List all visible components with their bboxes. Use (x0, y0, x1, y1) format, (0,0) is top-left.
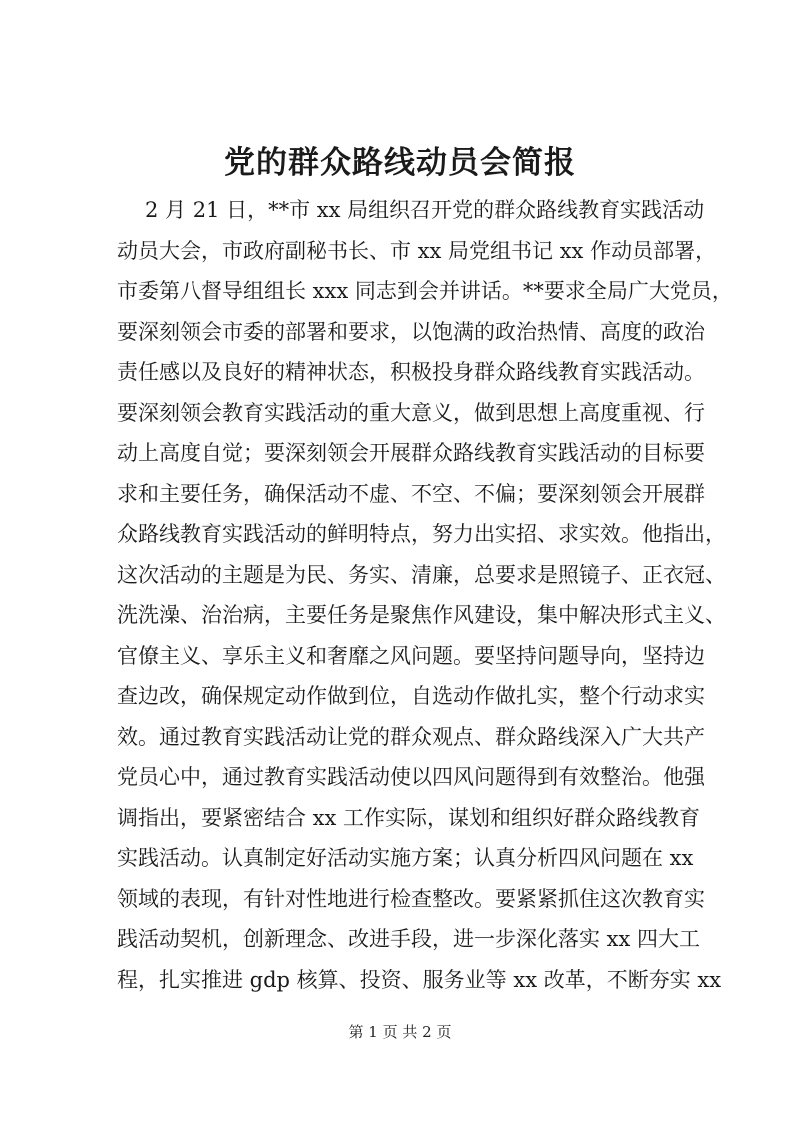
paragraph-line: 市委第八督导组组长 xxx 同志到会并讲话。**要求全局广大党员， (117, 279, 733, 303)
paragraph-line: 动上高度自觉；要深刻领会开展群众路线教育实践活动的目标要 (117, 441, 705, 465)
document-title: 党的群众路线动员会简报 (224, 145, 576, 181)
paragraph-line: 领域的表现，有针对性地进行检查整改。要紧紧抓住这次教育实 (117, 886, 705, 911)
paragraph-line: 党员心中，通过教育实践活动使以四风问题得到有效整治。他强 (117, 765, 705, 789)
paragraph-line: 洗洗澡、治治病，主要任务是聚焦作风建设，集中解决形式主义、 (117, 603, 726, 627)
paragraph-line: 求和主要任务，确保活动不虚、不空、不偏；要深刻领会开展群 (117, 481, 705, 506)
paragraph-line: 众路线教育实践活动的鲜明特点，努力出实招、求实效。他指出， (117, 522, 726, 546)
paragraph-line: 动员大会，市政府副秘书长、市 xx 局党组书记 xx 作动员部署， (117, 238, 717, 263)
paragraph-line: 实践活动。认真制定好活动实施方案；认真分析四风问题在 xx (117, 846, 694, 870)
paragraph-line: 程，扎实推进 gdp 核算、投资、服务业等 xx 改革，不断夯实 xx (117, 967, 722, 992)
paragraph-line: 这次活动的主题是为民、务实、清廉，总要求是照镜子、正衣冠、 (117, 562, 726, 587)
paragraph-line: 要深刻领会市委的部署和要求，以饱满的政治热情、高度的政治 (117, 319, 705, 344)
document-body (117, 190, 733, 1000)
paragraph-line: 责任感以及良好的精神状态，积极投身群众路线教育实践活动。 (117, 360, 705, 384)
page-number: 第 1 页 共 2 页 (348, 1023, 452, 1041)
paragraph-line: 调指出，要紧密结合 xx 工作实际，谋划和组织好群众路线教育 (117, 805, 701, 830)
page-footer (0, 1022, 800, 1042)
paragraph-line: 查边改，确保规定动作做到位，自选动作做扎实，整个行动求实 (117, 684, 705, 708)
paragraph-line: 效。通过教育实践活动让党的群众观点、群众路线深入广大共产 (117, 724, 705, 749)
paragraph-line: 2 月 21 日，**市 xx 局组织召开党的群众路线教育实践活动 (145, 198, 705, 222)
paragraph-line: 践活动契机，创新理念、改进手段，进一步深化落实 xx 四大工 (117, 927, 701, 951)
paragraph-line: 要深刻领会教育实践活动的重大意义，做到思想上高度重视、行 (117, 400, 705, 425)
paragraph-line: 官僚主义、享乐主义和奢靡之风问题。要坚持问题导向，坚持边 (117, 643, 705, 668)
